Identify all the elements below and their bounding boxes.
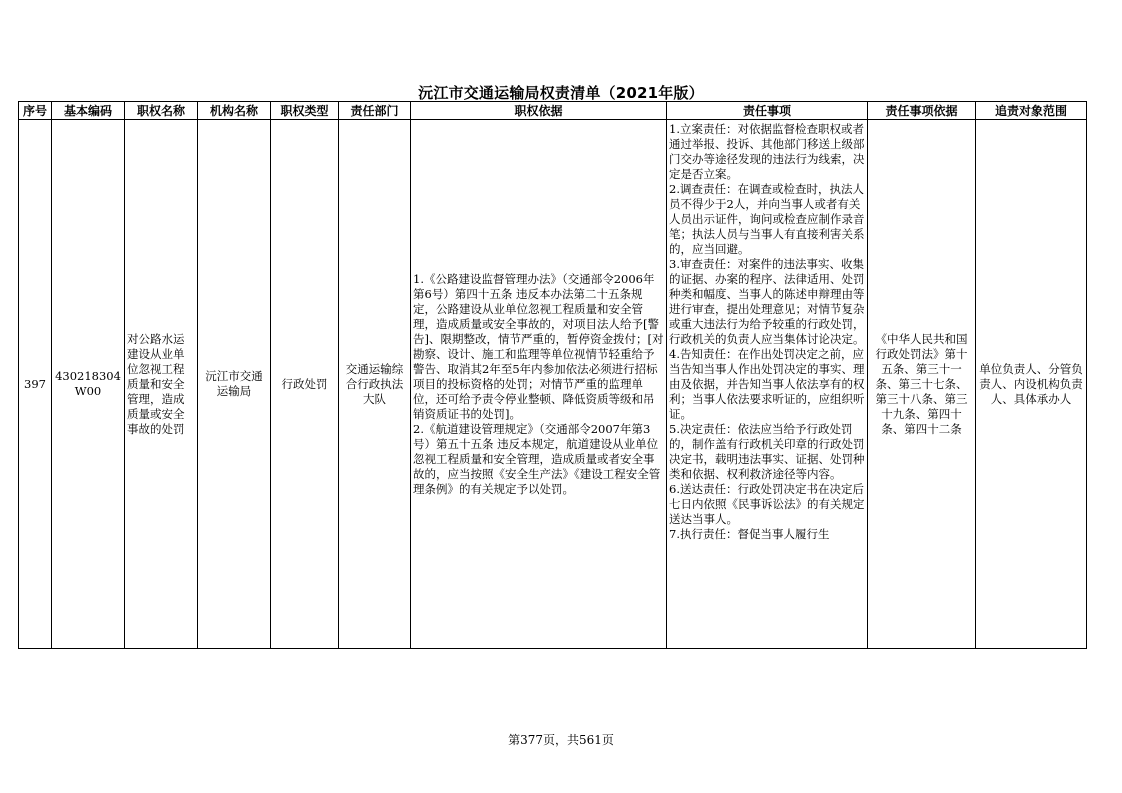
cell-duties	[667, 120, 868, 649]
cell-duty-basis: 《中华人民共和国行政处罚法》第十五条、第三十一条、第三十七条、第三十八条、第三十九条、第四十条、第四十二条	[868, 120, 976, 649]
duty-item: 1.立案责任：对依据监督检查职权或者通过举报、投诉、其他部门移送上级部门交办等途径发现的违法行为线索，决定是否立案。	[669, 122, 865, 181]
cell-dept: 交通运输综合行政执法大队	[339, 120, 411, 649]
col-org-name: 机构名称	[198, 102, 271, 120]
power-list-table	[18, 101, 1087, 649]
col-code: 基本编码	[52, 102, 125, 120]
cell-accountability: 单位负责人、分管负责人、内设机构负责人、具体承办人	[976, 120, 1087, 649]
duty-item: 7.执行责任：督促当事人履行生	[669, 527, 830, 541]
col-duty-basis: 责任事项依据	[868, 102, 976, 120]
col-power-name: 职权名称	[125, 102, 198, 120]
cell-basis: 1.《公路建设监督管理办法》（交通部令2006年第6号）第四十五条 违反本办法第二十五条规定，公路建设从业单位忽视工程质量和安全管理，造成质量或安全事故的，对项目法人给予[警告]、限期整改，情节严重的，暂停资金拨付；[对勘察、设计、施工和监理等单位视情节轻重给予警告、取消其2年至5年内参加依法必须进行招标项目的投标资格的处罚；对情节严重的监理单位，还可给予责令停业整顿、降低资质等级和吊销资质证书的处罚]。 2.《航道建设管理规定》（交通部令2007年第3号）第五十五条 违反本规定，航道建设从业单位忽视工程质量和安全管理，造成质量或者安全事故的，应当按照《安全生产法》《建设工程安全管理条例》的有关规定予以处罚。	[411, 120, 667, 649]
cell-seq: 397	[19, 120, 52, 649]
col-power-type: 职权类型	[271, 102, 339, 120]
header-row	[19, 102, 1087, 120]
col-basis: 职权依据	[411, 102, 667, 120]
col-accountability: 追责对象范围	[976, 102, 1087, 120]
cell-org-name: 沅江市交通运输局	[198, 120, 271, 649]
col-dept: 责任部门	[339, 102, 411, 120]
duty-item: 2.调查责任：在调查或检查时，执法人员不得少于2人，并向当事人或者有关人员出示证件，询问或检查应制作录音笔；执法人员与当事人有直接利害关系的，应当回避。	[669, 182, 865, 256]
col-duties: 责任事项	[667, 102, 868, 120]
duty-item: 4.告知责任：在作出处罚决定之前，应当告知当事人作出处罚决定的事实、理由及依据，并告知当事人依法享有的权利；当事人依法要求听证的，应组织听证。	[669, 347, 865, 421]
duty-item: 3.审查责任：对案件的违法事实、收集的证据、办案的程序、法律适用、处罚种类和幅度、当事人的陈述申辩理由等进行审查，提出处理意见；对情节复杂或重大违法行为给予较重的行政处罚，行政机关的负责人应当集体讨论决定。	[669, 257, 865, 346]
cell-code: 430218304W00	[52, 120, 125, 649]
col-seq: 序号	[19, 102, 52, 120]
page-footer: 第377页，共561页	[508, 733, 614, 747]
cell-power-name: 对公路水运建设从业单位忽视工程质量和安全管理，造成质量或安全事故的处罚	[125, 120, 198, 649]
duty-item: 6.送达责任：行政处罚决定书在决定后七日内依照《民事诉讼法》的有关规定送达当事人。	[669, 482, 865, 526]
duty-item: 5.决定责任：依法应当给予行政处罚的，制作盖有行政机关印章的行政处罚决定书，载明违法事实、证据、处罚种类和依据、权利救济途径等内容。	[669, 422, 865, 481]
cell-power-type: 行政处罚	[271, 120, 339, 649]
table-row	[19, 120, 1087, 649]
page-title: 沅江市交通运输局权责清单（2021年版）	[418, 84, 704, 102]
